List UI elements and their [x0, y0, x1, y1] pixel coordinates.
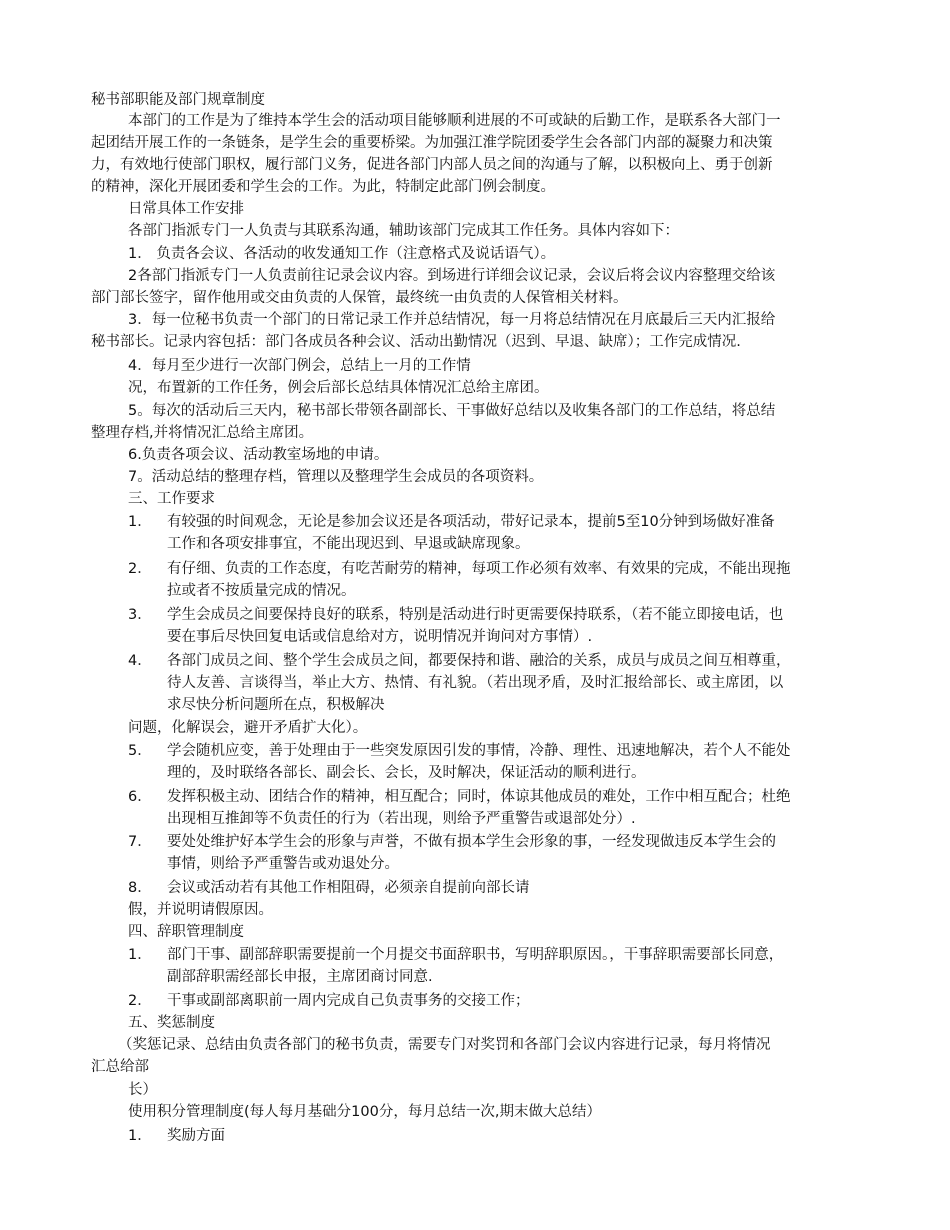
- req-item-6-number: 6．: [128, 789, 152, 805]
- daily-line-3: 部门部长签字，留作他用或交由负责的人保管，最终统一由负责的人保管相关材料。: [91, 290, 628, 306]
- intro-line-2: 起团结开展工作的一条链条，是学生会的重要桥梁。为加强江淮学院团委学生会各部门内部的凝聚力和决策: [91, 135, 773, 151]
- req-item-6-line-1: 发挥积极主动、团结合作的精神，相互配合；同时，体谅其他成员的难处，工作中相互配合；杜绝: [167, 789, 791, 805]
- daily-line-4: 3．每一位秘书负责一个部门的日常记录工作并总结情况，每一月将总结情况在月底最后三天内汇报给: [128, 312, 776, 328]
- daily-line-1: 1． 负责各会议、各活动的收发通知工作（注意格式及说话语气）。: [128, 246, 556, 262]
- reward-item-1-number: 1．: [128, 1128, 152, 1144]
- daily-line-2: 2各部门指派专门一人负责前往记录会议内容。到场进行详细会议记录，会议后将会议内容整理交给该: [128, 268, 776, 284]
- resign-item-1-number: 1．: [128, 947, 152, 963]
- req-item-7-line-2: 事情，则给予严重警告或劝退处分。: [167, 856, 399, 872]
- req-item-7-line-1: 要处处维护好本学生会的形象与声誉，不做有损本学生会形象的事，一经发现做违反本学生会的: [167, 834, 776, 850]
- req-item-1-line-2: 工作和各项安排事宜，不能出现迟到、早退或缺席现象。: [167, 536, 530, 552]
- req-item-3-line-2: 要在事后尽快回复电话或信息给对方，说明情况并询问对方事情）.: [167, 629, 593, 645]
- points-system-line: 使用积分管理制度(每人每月基础分100分，每月总结一次,期末做大总结）: [128, 1104, 601, 1120]
- req-item-1-line-1: 有较强的时间观念，无论是参加会议还是各项活动，带好记录本，提前5至10分钟到场做好准备: [167, 514, 775, 530]
- reward-note-line-2: 汇总给部: [91, 1059, 149, 1075]
- req-item-8-number: 8．: [128, 880, 152, 896]
- req-item-5-line-2: 理的，及时联络各部长、副会长、会长，及时解决，保证活动的顺利进行。: [167, 765, 646, 781]
- daily-line-10: 6.负责各项会议、活动教室场地的申请。: [128, 447, 389, 463]
- reward-note-line-3: 长）: [128, 1082, 157, 1098]
- daily-lead: 各部门指派专门一人负责与其联系沟通，辅助该部门完成其工作任务。具体内容如下：: [128, 223, 679, 239]
- req-item-4-tail: 问题，化解误会，避开矛盾扩大化）。: [128, 720, 368, 736]
- daily-heading: 日常具体工作安排: [128, 201, 244, 217]
- req-item-4-number: 4．: [128, 653, 152, 669]
- intro-line-1: 本部门的工作是为了维持本学生会的活动项目能够顺利进展的不可或缺的后勤工作，是联系各大部门一: [128, 113, 781, 129]
- daily-line-5: 秘书部长。记录内容包括：部门各成员各种会议、活动出勤情况（迟到、早退、缺席）；工作完成情况.: [91, 334, 741, 350]
- req-item-6-line-2: 出现相互推卸等不负责任的行为（若出现，则给予严重警告或退部处分）.: [167, 811, 636, 827]
- req-item-5-number: 5．: [128, 743, 152, 759]
- document-title: 秘书部职能及部门规章制度: [91, 92, 265, 108]
- daily-line-11: 7。活动总结的整理存档，管理以及整理学生会成员的各项资料。: [128, 469, 544, 485]
- intro-line-3: 力，有效地行使部门职权，履行部门义务，促进各部门内部人员之间的沟通与了解，以积极向上、勇于创新: [91, 157, 773, 173]
- daily-line-9: 整理存档,并将情况汇总给主席团。: [91, 425, 314, 441]
- daily-line-8: 5。每次的活动后三天内，秘书部长带领各副部长、干事做好总结以及收集各部门的工作总结，将总结: [128, 403, 776, 419]
- req-item-3-number: 3．: [128, 607, 152, 623]
- resign-item-2-number: 2．: [128, 993, 152, 1009]
- resign-item-1-line-2: 副部辞职需经部长申报，主席团商讨同意.: [167, 969, 433, 985]
- req-item-2-number: 2．: [128, 561, 152, 577]
- daily-line-7: 况，布置新的工作任务，例会后部长总结具体情况汇总给主席团。: [128, 380, 549, 396]
- reward-heading: 五、奖惩制度: [128, 1015, 215, 1031]
- resign-item-2-line-1: 干事或副部离职前一周内完成自己负责事务的交接工作；: [167, 993, 530, 1009]
- req-item-1-number: 1．: [128, 514, 152, 530]
- intro-line-4: 的精神，深化开展团委和学生会的工作。为此，特制定此部门例会制度。: [91, 179, 555, 195]
- req-item-4-line-1: 各部门成员之间、整个学生会成员之间，都要保持和谐、融洽的关系，成员与成员之间互相尊重，: [167, 653, 791, 669]
- req-item-8-tail: 假，并说明请假原因。: [128, 902, 273, 918]
- req-item-4-line-2: 待人友善、言谈得当，举止大方、热情、有礼貌。（若出现矛盾，及时汇报给部长、或主席团，以: [167, 675, 784, 691]
- req-item-7-number: 7．: [128, 834, 152, 850]
- req-item-2-line-1: 有仔细、负责的工作态度，有吃苦耐劳的精神，每项工作必须有效率、有效果的完成，不能出现拖: [167, 561, 791, 577]
- reward-note-line-1: （奖惩记录、总结由负责各部门的秘书负责，需要专门对奖罚和各部门会议内容进行记录，每月将情况: [118, 1037, 771, 1053]
- req-item-2-line-2: 拉或者不按质量完成的情况。: [167, 583, 356, 599]
- reward-item-1-text: 奖励方面: [167, 1128, 225, 1144]
- resign-item-1-line-1: 部门干事、副部辞职需要提前一个月提交书面辞职书，写明辞职原因。，干事辞职需要部长同意，: [167, 947, 784, 963]
- req-item-3-line-1: 学生会成员之间要保持良好的联系，特别是活动进行时更需要保持联系，（若不能立即接电话，也: [167, 607, 784, 623]
- resign-heading: 四、辞职管理制度: [128, 924, 244, 940]
- req-item-8-line-1: 会议或活动若有其他工作相阻碍，必须亲自提前向部长请: [167, 880, 530, 896]
- daily-line-6: 4．每月至少进行一次部门例会，总结上一月的工作情: [128, 358, 471, 374]
- requirements-heading: 三、工作要求: [128, 491, 215, 507]
- req-item-4-line-3: 求尽快分析问题所在点，积极解决: [167, 697, 385, 713]
- req-item-5-line-1: 学会随机应变，善于处理由于一些突发原因引发的事情，冷静、理性、迅速地解决，若个人不能处: [167, 743, 791, 759]
